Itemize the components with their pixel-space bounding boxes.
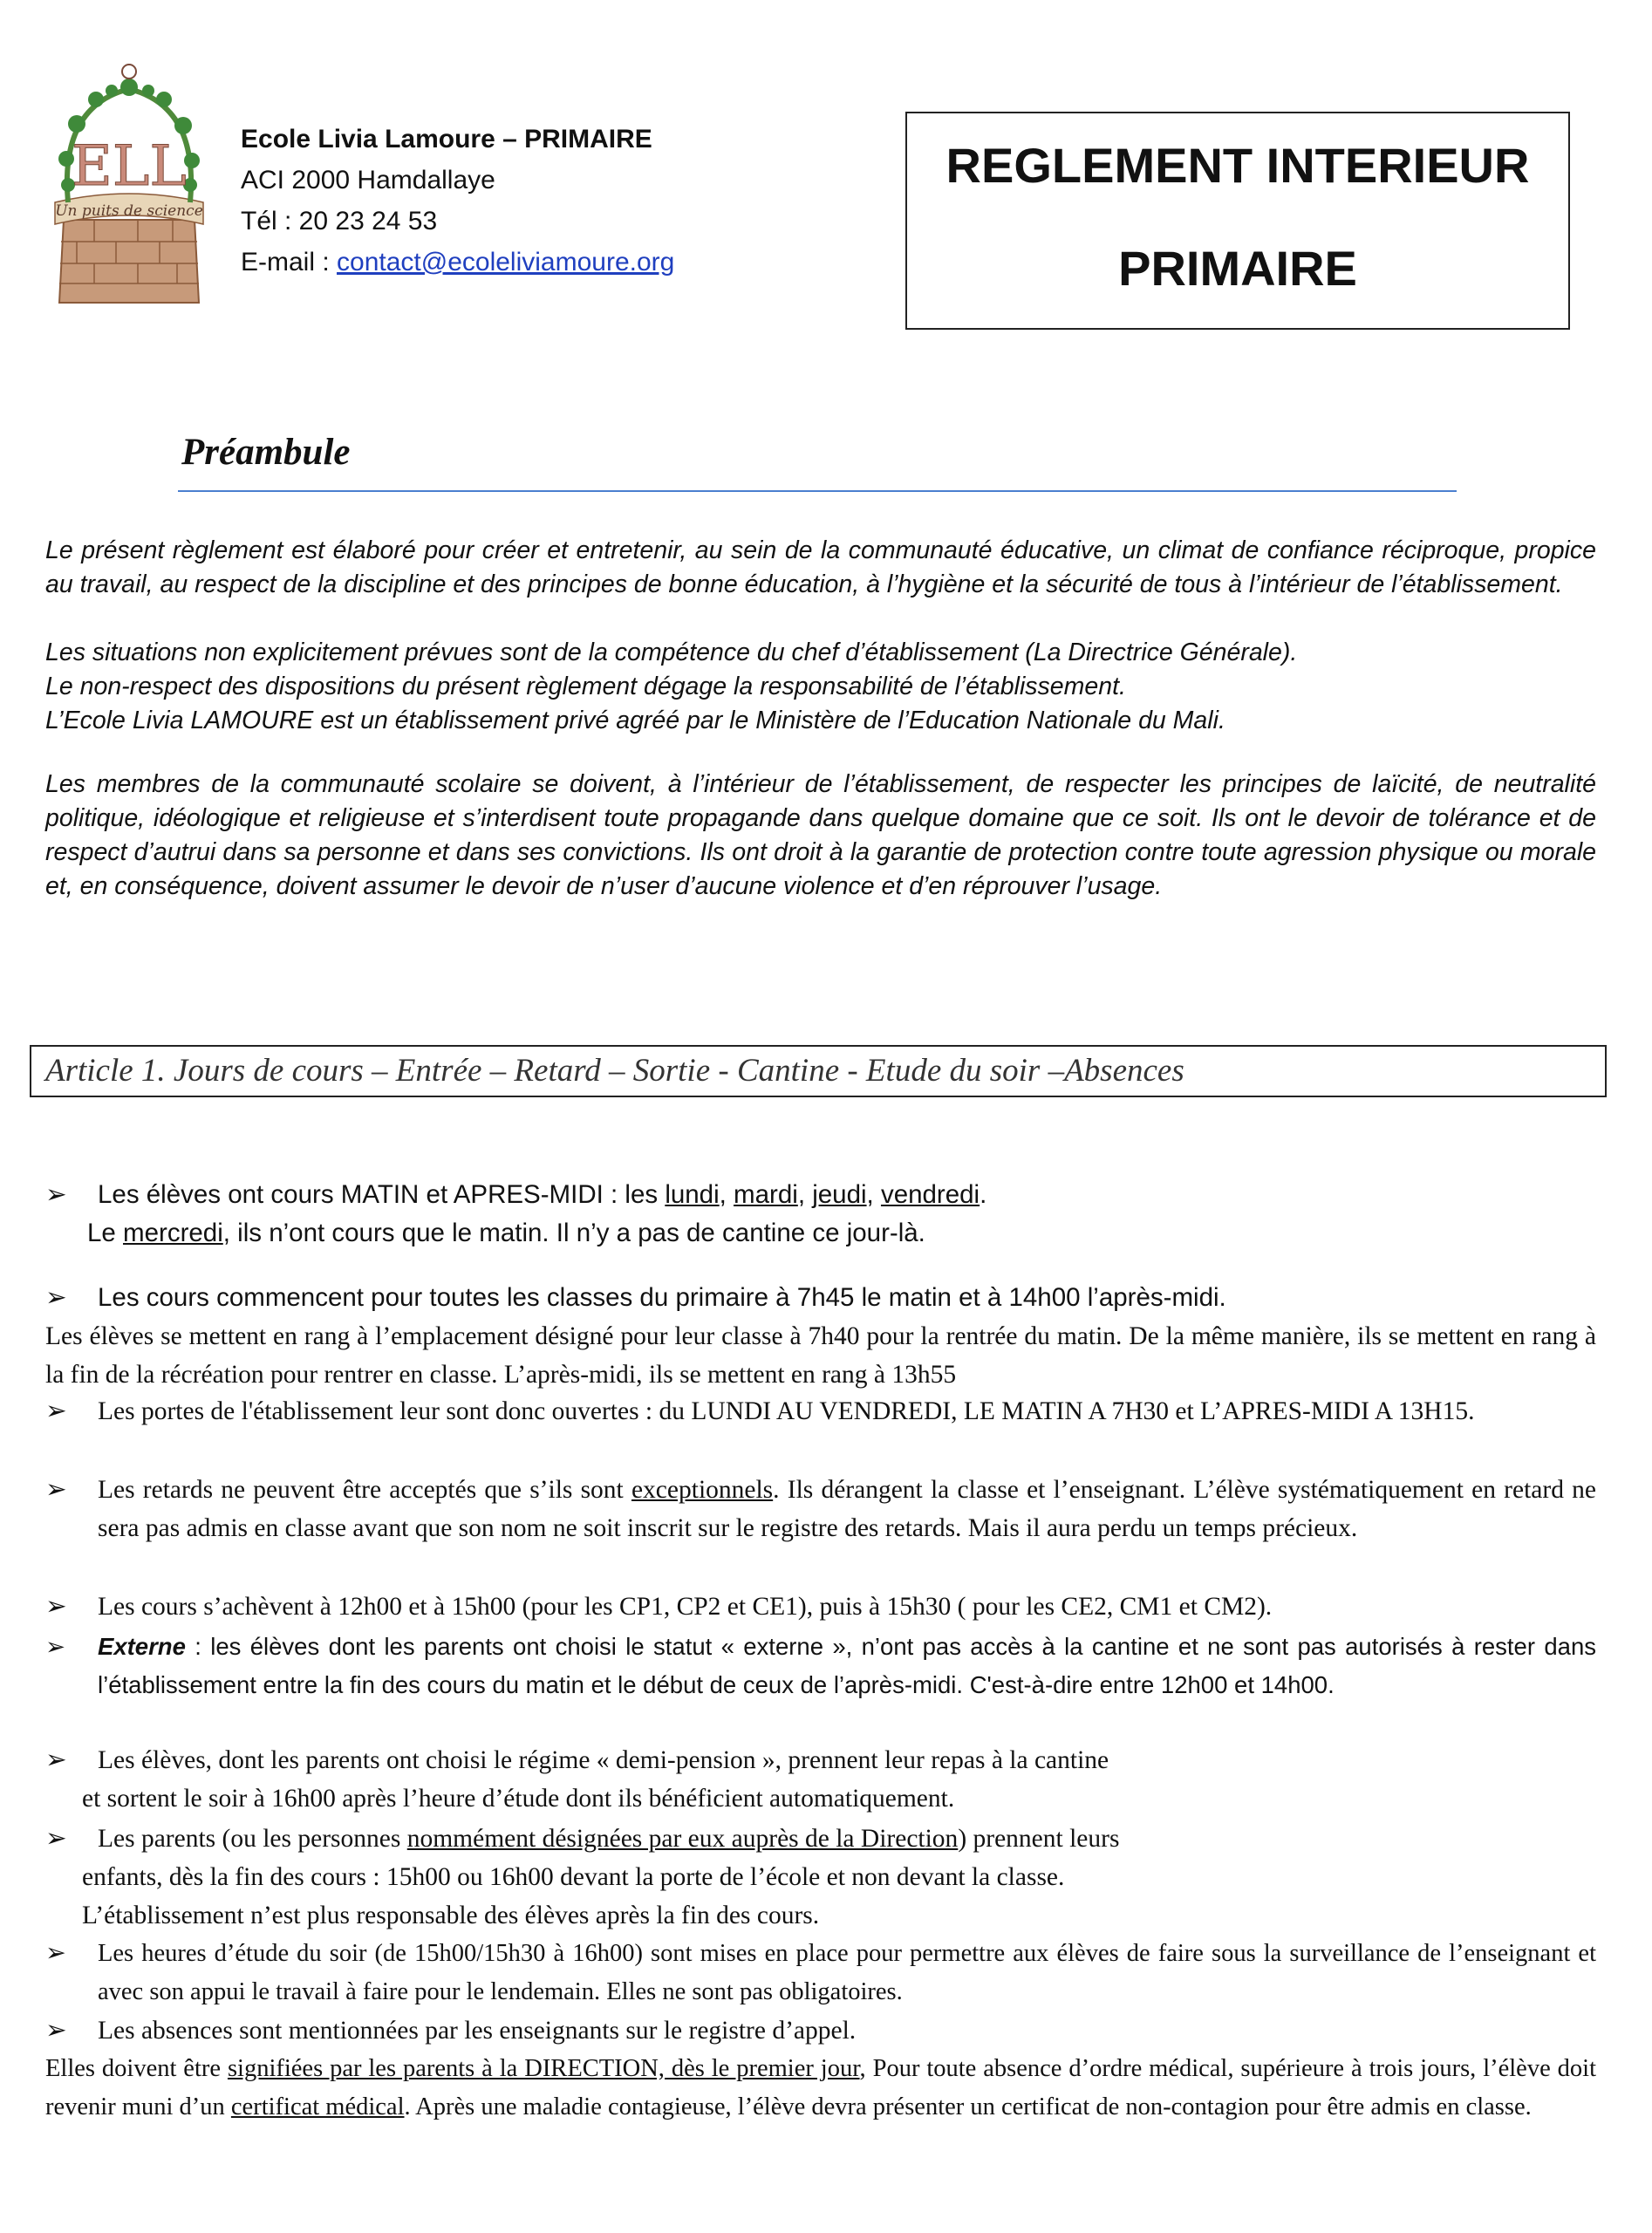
rule-text: . Après une maladie contagieuse, l’élève devra présenter un certificat de non-contagion pour être admis en classe.	[404, 2093, 1532, 2120]
preamble-line4: L’Ecole Livia LAMOURE est un établissement privé agréé par le Ministère de l’Education Nationale du Mali.	[45, 707, 1225, 734]
rule-school-days: ➢ Les élèves ont cours MATIN et APRES-MIDI : les lundi, mardi, jeudi, vendredi.	[45, 1176, 1596, 1214]
day-lundi: lundi	[665, 1180, 720, 1209]
bullet-icon: ➢	[45, 1633, 66, 1660]
rule-text: Les élèves ont cours MATIN et APRES-MIDI : les	[98, 1180, 666, 1209]
preamble-divider	[178, 490, 1457, 492]
bullet-icon: ➢	[45, 1397, 67, 1425]
rule-text: Les cours commencent pour toutes les classes du primaire à 7h45 le matin et à 14h00 l’après-midi.	[98, 1283, 1226, 1312]
day-mardi: mardi	[734, 1180, 798, 1209]
school-logo	[42, 54, 216, 309]
day-jeudi: jeudi	[812, 1180, 867, 1209]
rule-text: Elles doivent être	[45, 2055, 228, 2082]
article1-title: Article 1. Jours de cours – Entrée – Retard – Sortie - Cantine - Etude du soir –Absences	[30, 1045, 1607, 1097]
externe-label: Externe	[98, 1633, 186, 1660]
rule-end-times	[45, 1588, 1596, 1626]
logo-motto: Un puits de science	[55, 202, 203, 220]
bullet-icon: ➢	[45, 1746, 67, 1774]
school-address: ACI 2000 Hamdallaye	[241, 166, 495, 195]
rule-emphasis: exceptionnels	[631, 1476, 774, 1504]
rule-text: Les heures d’étude du soir (de 15h00/15h30 à 16h00) sont mises en place pour permettre aux élèves de faire sous la surveillance de l’enseignant et avec son appui le travail à faire pour le lendemain. Elles ne sont pas obligatoires.	[98, 1940, 1596, 2005]
rule-doors-open	[45, 1392, 1596, 1431]
document-title-box	[905, 112, 1570, 330]
school-info	[241, 119, 674, 283]
rule-lining-up: Les élèves se mettent en rang à l’emplacement désigné pour leur classe à 7h40 pour la rentrée du matin. De la même manière, ils se mettent en rang à la fin de la récréation pour rentrer en classe. L’après-midi, ils se mettent en rang à 13h55	[45, 1322, 1596, 1389]
rule-lateness	[45, 1471, 1596, 1547]
logo-letters: ELL	[72, 134, 187, 199]
school-phone: Tél : 20 23 24 53	[241, 207, 438, 236]
rule-text: . Ils dérangent la classe et l’enseignant. L’élève systématiquement en retard ne sera pas admis en classe avant que son nom ne soit inscrit sur le registre des retards. Mais il aura perdu un temps précieux.	[98, 1476, 1596, 1542]
rule-emphasis: certificat médical	[230, 2093, 405, 2120]
rule-absences-detail	[45, 2050, 1596, 2127]
rule-emphasis: nommément désignées par eux auprès de la Direction	[406, 1825, 959, 1853]
bullet-icon: ➢	[45, 1180, 67, 1209]
rule-text: , Pour toute absence d’ordre médical, supérieure à trois jours, l’élève doit revenir muni d’un	[45, 2055, 1596, 2120]
rule-pickup-cont1: enfants, dès la fin des cours : 15h00 ou 16h00 devant la porte de l’école et non devant la classe.	[82, 1863, 1065, 1891]
school-email-row	[241, 242, 674, 283]
rule-text: Les parents (ou les personnes	[98, 1825, 407, 1853]
day-vendredi: vendredi	[880, 1180, 980, 1209]
title-line2: PRIMAIRE	[1118, 241, 1357, 296]
rule-pickup	[45, 1820, 1596, 1858]
preamble-paragraph2: Les membres de la communauté scolaire se doivent, à l’intérieur de l’établissement, de respecter les principes de laïcité, de neutralité politique, idéologique et religieuse et s’interdisent toute propagande dans quelque domaine que ce soit. Ils ont le devoir de tolérance et de respect d’autrui dans sa personne et dans ses convictions. Ils ont droit à la garantie de protection contre toute agression physique ou morale et, en conséquence, doivent assumer le devoir de n’user d’aucune violence et d’en réprouver l’usage.	[45, 770, 1596, 900]
email-label: E-mail :	[241, 248, 338, 277]
school-name: Ecole Livia Lamoure – PRIMAIRE	[241, 125, 652, 154]
bullet-icon: ➢	[45, 1476, 67, 1504]
title-line1: REGLEMENT INTERIEUR	[945, 138, 1530, 193]
preamble-line3: Le non-respect des dispositions du présent règlement dégage la responsabilité de l’établissement.	[45, 673, 1126, 700]
rule-text: , ils n’ont cours que le matin. Il n’y a pas de cantine ce jour-là.	[222, 1219, 925, 1247]
rule-evening-study	[45, 1935, 1596, 2011]
rule-text: Le	[87, 1219, 124, 1247]
bullet-icon: ➢	[45, 1593, 67, 1621]
rule-absences	[45, 2011, 1596, 2050]
rule-text: : les élèves dont les parents ont choisi le statut « externe », n’ont pas accès à la cantine et ne sont pas autorisés à rester dans l’établissement entre la fin des cours du matin et le début de ceux de l’après-midi. C'est-à-dire entre 12h00 et 14h00.	[98, 1633, 1596, 1698]
bullet-icon: ➢	[45, 2017, 67, 2045]
rule-text: Les élèves, dont les parents ont choisi le régime « demi-pension », prennent leur repas à la cantine	[98, 1746, 1109, 1774]
rule-text: Les cours s’achèvent à 12h00 et à 15h00 (pour les CP1, CP2 et CE1), puis à 15h30 ( pour les CE2, CM1 et CM2).	[98, 1593, 1273, 1621]
rule-text: Les absences sont mentionnées par les enseignants sur le registre d’appel.	[98, 2017, 857, 2045]
rule-half-board	[45, 1741, 1596, 1779]
bullet-icon: ➢	[45, 1940, 66, 1967]
rule-wednesday	[87, 1214, 1638, 1253]
rule-half-board-cont: et sortent le soir à 16h00 après l’heure d’étude dont ils bénéficient automatiquement.	[82, 1785, 955, 1813]
preamble-paragraph1: Le présent règlement est élaboré pour créer et entretenir, au sein de la communauté éducative, un climat de confiance réciproque, propice au travail, au respect de la discipline et des principes de bonne éducation, à l’hygiène et la sécurité de tous à l’intérieur de l’établissement.	[45, 536, 1596, 598]
preamble-title: Préambule	[181, 432, 351, 473]
bullet-icon: ➢	[45, 1283, 67, 1312]
day-mercredi: mercredi	[123, 1219, 223, 1247]
logo-image	[42, 54, 216, 309]
rule-text: ) prennent leurs	[958, 1825, 1120, 1853]
email-link[interactable]: contact@ecoleliviamoure.org	[337, 248, 675, 277]
rule-externe	[45, 1628, 1596, 1704]
rule-emphasis: signifiées par les parents à la DIRECTION, dès le premier jour	[227, 2055, 860, 2082]
rule-text: Les retards ne peuvent être acceptés que s’ils sont	[98, 1476, 631, 1504]
bullet-icon: ➢	[45, 1825, 67, 1853]
preamble-line2: Les situations non explicitement prévues sont de la compétence du chef d’établissement (La Directrice Générale).	[45, 638, 1298, 666]
rule-start-times	[45, 1279, 1596, 1317]
rule-pickup-cont2: L’établissement n’est plus responsable des élèves après la fin des cours.	[82, 1902, 820, 1929]
rule-text: Les portes de l'établissement leur sont donc ouvertes : du LUNDI AU VENDREDI, LE MATIN A 7H30 et L’APRES-MIDI A 13H15.	[98, 1397, 1475, 1425]
